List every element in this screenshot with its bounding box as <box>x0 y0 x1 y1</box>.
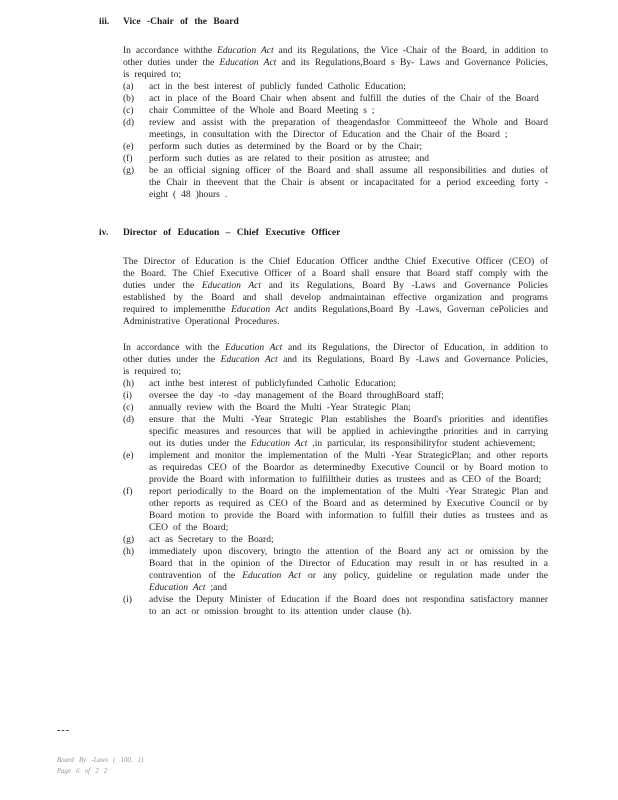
list-item-text: review and assist with the preparation of theagendasfor Committeeof the Whole and Board meetings, in consultation with the Director of Education and the Chair of the Board ; <box>149 118 548 140</box>
italic-text-segment: Education Act <box>217 46 274 56</box>
list-item <box>123 165 548 201</box>
list-item-label: (e) <box>123 142 134 152</box>
italic-text-segment: Education Act <box>225 343 283 353</box>
italic-text-segment: Education Act <box>149 583 206 593</box>
list-item-text: oversee the day -to -day management of the Board throughBoard staff; <box>149 391 444 401</box>
list-item-text: perform such duties as determined by the Board or by the Chair; <box>149 142 423 152</box>
italic-text-segment: Education Act <box>242 571 301 581</box>
paragraph: The Director of Education is the Chief Education Officer andthe Chief Executive Officer (CEO) of the Board. The Chief Executive Officer of a Board shall ensure that Board staff comply with the duties under the Education Act and its Regulations, Board By -Laws and Governance Policies established by the Board and shall develop andmaintainan effective organization and programs required to implementthe Education Act andits Regulations,Board By -Laws, Governan cePolicies and Administrative Operational Procedures. <box>123 257 549 327</box>
list-item <box>123 390 548 402</box>
list-item-label: (d) <box>123 118 135 128</box>
list-item-text: act in place of the Board Chair when absent and fulfill the duties of the Chair of the Board <box>149 94 539 104</box>
section-heading: Vice -Chair of the Board <box>123 17 239 27</box>
list-item-label: (a) <box>123 82 134 92</box>
clause-list <box>123 378 548 618</box>
section-number: iii. <box>99 17 110 27</box>
separator-dashes: --- <box>57 725 70 736</box>
list-item-text: be an official signing officer of the Board and shall assume all responsibilities and duties of the Chair in theevent that the Chair is absent or incapacitated for a period exceeding forty -eight ( 48 )hours . <box>149 166 548 200</box>
list-item-label: (b) <box>123 94 135 104</box>
list-item-text: act as Secretary to the Board; <box>149 535 274 545</box>
footer-doc-title: Board By -Laws ( 100. 1) <box>57 757 144 764</box>
section-number: iv. <box>99 228 109 238</box>
list-item <box>123 402 548 414</box>
page-footer <box>57 756 143 777</box>
paragraph: In accordance withthe Education Act and its Regulations, the Vice -Chair of the Board, in addition to other duties under the Education Act and its Regulations,Board s By- Laws and Governance Policies, is required to; <box>123 46 549 80</box>
italic-text-segment: Education Act <box>219 58 277 68</box>
list-item-label: (f) <box>123 487 133 497</box>
list-item-label: (d) <box>123 415 135 425</box>
section <box>99 16 548 201</box>
list-item <box>123 546 548 594</box>
list-item-text: act inthe best interest of publiclyfunded Catholic Education; <box>149 379 396 389</box>
clause-list <box>123 81 548 201</box>
italic-text-segment: Education Act <box>231 305 289 315</box>
list-item-label: (f) <box>123 154 133 164</box>
list-item-label: (g) <box>123 535 135 545</box>
list-item-text: implement and monitor the implementation of the Multi -Year StrategicPlan; and other reports as requiredas CEO of the Boardor as determinedby Executive Council or by Board motion to provide the Board with information to fulfilltheir duties as trustees and as CEO of the Board; <box>149 451 548 485</box>
list-item <box>123 105 548 117</box>
section-content <box>123 227 548 618</box>
list-item <box>123 378 548 390</box>
list-item <box>123 594 548 618</box>
list-item-label: (c) <box>123 106 134 116</box>
list-item-text: ensure that the Multi -Year Strategic Plan establishes the Board's priorities and identifies specific measures and resources that will be applied in achievingthe priorities and in carrying out its duties under the Education Act ,in particular, its responsibilityfor student achievement; <box>149 415 548 449</box>
list-item-label: (i) <box>123 391 132 401</box>
list-item-text: chair Committee of the Whole and Board Meeting s ; <box>149 106 375 116</box>
list-item-text: act in the best interest of publicly funded Catholic Education; <box>149 82 406 92</box>
section <box>99 227 548 618</box>
list-item-text: advise the Deputy Minister of Education if the Board does not respondina satisfactory manner to an act or omission brought to its attention under clause (h). <box>149 595 548 617</box>
list-item-label: (i) <box>123 595 132 605</box>
list-item-text: immediately upon discovery, bringto the attention of the Board any act or omission by the Board that in the opinion of the Director of Education may result in or has resulted in a contravention of the Education Act or any policy, guideline or regulation made under the Education Act ;and <box>149 547 548 593</box>
list-item-label: (e) <box>123 451 134 461</box>
list-item <box>123 141 548 153</box>
list-item <box>123 117 548 141</box>
list-item <box>123 81 548 93</box>
list-item <box>123 153 548 165</box>
footer-page-number: Page 6 of 2 2 <box>57 767 108 775</box>
list-item-label: (h) <box>123 547 135 557</box>
list-item-text: perform such duties as are related to their position as atrustee; and <box>149 154 430 164</box>
section-heading: Director of Education – Chief Executive Officer <box>123 228 341 238</box>
document-body <box>99 16 548 618</box>
list-item <box>123 450 548 486</box>
list-item-text: annually review with the Board the Multi -Year Strategic Plan; <box>149 403 411 413</box>
paragraph: In accordance with the Education Act and its Regulations, the Director of Education, in addition to other duties under the Education Act and its Regulations, Board By -Laws and Governance Policies, is required to; <box>123 343 548 377</box>
list-item-label: (c) <box>123 403 134 413</box>
italic-text-segment: Education Act <box>220 355 278 365</box>
list-item-text: report periodically to the Board on the implementation of the Multi -Year Strategic Plan and other reports as required as CEO of the Board and as determined by Executive Council or by Board motion to provide the Board with information to fulfill their duties as trustees and as CEO of the Board; <box>149 487 548 533</box>
list-item <box>123 414 548 450</box>
section-content <box>123 16 548 201</box>
list-item <box>123 93 548 105</box>
list-item <box>123 534 548 546</box>
list-item <box>123 486 548 534</box>
italic-text-segment: Education Act <box>201 281 262 291</box>
list-item-label: (h) <box>123 379 135 389</box>
list-item-label: (g) <box>123 166 135 176</box>
italic-text-segment: Education Act <box>250 439 308 449</box>
